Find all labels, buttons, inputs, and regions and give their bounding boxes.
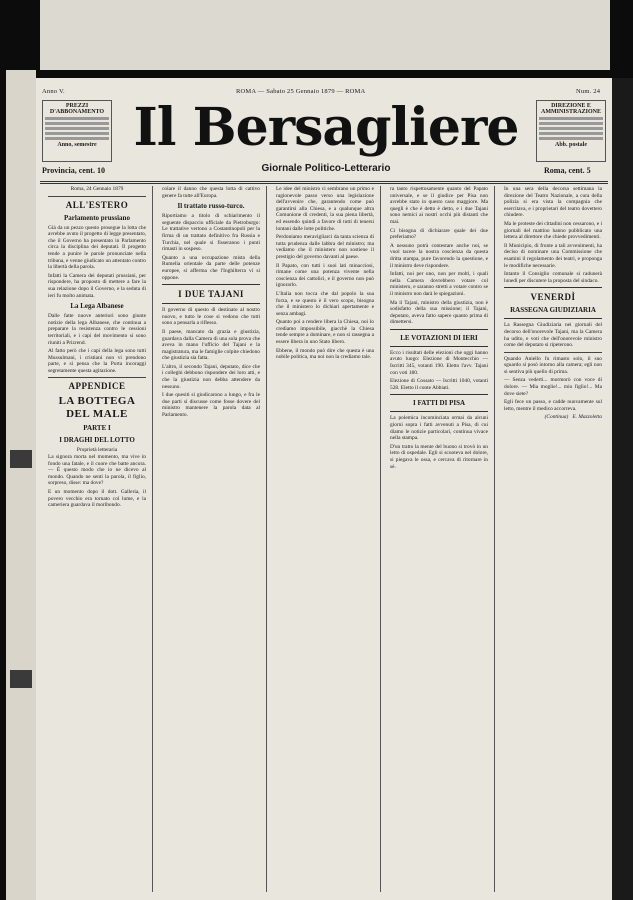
appendice-label: APPENDICE (68, 381, 126, 392)
feuilleton-chapter: I DRAGHI DEL LOTTO (59, 436, 135, 445)
column-separator (266, 186, 267, 892)
paragraph: — Senza vederti... mormorò con voce di dolore. — Mia moglie!... mio figlio!... Ma dove siete? (504, 377, 602, 397)
column-3 (276, 186, 374, 892)
paragraph: Al fatto però che i capi della lega sono tutti Mussulmani, i cristiani non vi prendono parte, e si pensa che la Porta incoraggi segretamente questa agitazione. (48, 348, 146, 374)
feuilleton-part: PARTE I (83, 424, 111, 433)
masthead-subtitle: Giornale Politico-Letterario (261, 163, 391, 174)
continua-note: (Continua) (544, 414, 569, 421)
literary-property: Proprietà letteraria (76, 447, 118, 454)
sub-rassegna: RASSEGNA GIUDIZIARIA (510, 306, 596, 315)
paragraph: La polemica incominciata ormai da alcuni giorni sopra i fatti avvenuti a Pisa, di cui diamo le notizie particolari, continua vivace nella stampa. (390, 415, 488, 442)
section-due-tajani: I DUE TAJANI (178, 289, 244, 300)
paragraph: E un momento dopo il dott. Galleria, il povero vecchio era tornato col lume, e la cameriera guardava il moribondo. (48, 489, 146, 509)
paragraph: Già da un pezzo questo prosegue la lotta che avrebbe avuto il progetto di legge presentato, che il Governo ha presentato in Parlamento circa la disciplina dei deputati. Il progetto tende a punire le parole pronunciate nella tribuna, e venne giudicato un attentato contro la libertà della parola. (48, 224, 146, 271)
masthead-title: Il Bersagliere (133, 97, 519, 158)
header-rule-2 (40, 183, 608, 184)
paragraph: ra tanto rispettosamente quanto del Papato universale, e se il giudice per Pisa non avrebbe stato in questo caso maggiore. Ma quegli è che è detto è detto, e i due Tajani sono nemici ai nostri occhi più distanti che mai. (390, 186, 488, 225)
price-rome: Roma, cent. 5 (544, 166, 591, 175)
direction-box (536, 100, 606, 162)
section-votazioni: LE VOTAZIONI DI IERI (400, 333, 478, 342)
paragraph: Quanto poi a rendere libera la Chiesa, noi lo crediamo impossibile, giacchè la Chiesa tende sempre a dominare, e non si rassegna a essere libera in uno Stato libero. (276, 319, 374, 346)
paragraph: Quanto a una occupazione mista della Rumelia orientale da parte delle potenze europee, si afferma che l'Inghilterra vi si oppone. (162, 254, 260, 281)
subscription-box-foot: Anno, semestre (57, 142, 97, 148)
header-rule (40, 181, 608, 182)
price-province: Provincia, cent. 10 (42, 166, 105, 175)
paragraph: Dalle fatte nuove anteriori sono giunte notizie della lega Albanese, che continua a preparare la resistenza contro le cessioni territoriali, e i capi del movimento si sono riuniti a Prizrend. (48, 313, 146, 346)
column-2 (162, 186, 260, 892)
section-estero: ALL'ESTERO (65, 199, 129, 210)
direction-box-foot: Abb. postale (554, 142, 587, 148)
paragraph: In una sera della decorsa settimana la direzione del Teatro Nazionale, a cura della polizia si era vista la compagnia che esercitava, e i proprietari del teatro dovettero chiudere. (504, 186, 602, 219)
top-margin (40, 0, 610, 70)
sub-trattato: Il trattato russo-turco. (177, 202, 245, 211)
paragraph: Ecco i risultati delle elezioni che oggi hanno avuto luogo: Elezione di Montecchio — Iscritti 345, votanti 190. Eletto l'avv. Tajani con voti 180. (390, 349, 488, 376)
paragraph: L'altro, il secondo Tajani, deputato, dice che i colleghi debbono rispondere dei loro atti, e che la giustizia non debba attendere da nessuno. (162, 363, 260, 390)
sub-parlamento: Parlamento prussiano (64, 213, 130, 222)
author-signature: E. Mazzoletta (572, 414, 602, 421)
paragraph: A nessuno potrà contestare anche noi, se vuol tacere la nostra coscienza da questa dritta stampa, pure favorendo la questione, e il ministro deve rispondere. (390, 242, 488, 269)
paragraph: Perdoniamo meravigliarci da tanta scienza di tutta prudenza dalle labbra del ministro; ma vediamo che il ministero non sostiene il prestigio del governo davanti al paese. (276, 234, 374, 260)
sub-lega-albanese: La Lega Albanese (70, 302, 124, 311)
paragraph: Le idee del ministro ci sembrano un primo e ragionevole passo verso una legislazione dell'avvenire che, garantendo come può garantirsi alla Chiesa, e a qualunque altra Comunione di credenti, la sua piena libertà, ed essendo quindi a favore di tutti di tenersi lontani dalle lotte politiche. (276, 186, 374, 232)
column-4 (390, 186, 488, 892)
paragraph: Il paese, mancato da grazia e giustizia, guardava dalla Camera di una sola prova che aveva in mano l'ufficio del Tajani e la magistratura, ma le famiglie colpite chiedono che giustizia sia fatta. (162, 328, 260, 362)
paragraph: Intanto il Consiglio comunale si radunerà lunedì per discutere la proposta del sindaco. (504, 271, 602, 284)
column-separator (380, 186, 381, 892)
right-edge (612, 78, 633, 900)
direction-box-title: DIREZIONE E AMMINISTRAZIONE (540, 103, 601, 115)
paragraph: Il Papato, con tutti i suoi lati minacciosi, rimane come una potenza vivente nella coscienza dei cattolici, e il governo non può ignorarlo. (276, 262, 374, 289)
paragraph: Infatti la Camera dei deputati prussiani, per rispondere, ha proposto di mettere a fare la sua relazione dopo il Governo, e la seduta di ieri fu molto animata. (48, 272, 146, 299)
paragraph: I due quesiti si giudicarono a lungo, e fra le due parti si discusse come fosse dovere del ministro mantenere la parola data al Parlamento. (162, 392, 260, 419)
newspaper-page (36, 78, 612, 900)
paragraph: Ma le proteste dei cittadini non cessarono, e i giornali del mattino hanno pubblicato una lettera al direttore che chiede provvedimenti. (504, 220, 602, 241)
paragraph: Ebbene, il mondo può dire che questa è una nobile politica, ma noi non la crediamo tale. (276, 347, 374, 361)
issue-number: Num. 24 (576, 88, 601, 95)
section-venerdi: VENERDÌ (530, 292, 576, 303)
column-separator (494, 186, 495, 892)
subscription-box-title: PREZZI D'ABBONAMENTO (49, 103, 105, 115)
column-separator (152, 186, 153, 892)
paragraph: L'Italia non tocca che dal popolo la sua forza, e se questo è il vero scopo, bisogna che il ministero lo dichiari apertamente e senza ambagi. (276, 290, 374, 317)
left-strip (6, 70, 36, 900)
subscription-box (42, 100, 112, 162)
paragraph: La Rassegna Giudiziaria nei giornali del decorso dell'onorevole Tajani, ma la Camera ha udito, e voti che dell'onorevole ministro come del deputato si ripeterono. (504, 322, 602, 349)
paragraph: Ma il Tajani, ministro della giustizia, non è sodisfatto della sua missione; il Tajani, deputato, aveva fatto sapere quanto prima di dimettersi. (390, 299, 488, 326)
paragraph: La signora morta nel momento, ma vive in fondo una fatale, e il cuore che batte ancora. — È questo modo che io ne dicevo al mondo. Quando ne senti la parola, il figlio, sorpreso, disse: ma dove? (48, 454, 146, 487)
paragraph: D'un tratto la mente del buono si trovò in un letto di ospedale. Egli si scuoteva nel dolore, si piegava le ossa, e cercava di ritornare in sè. (390, 443, 488, 470)
paragraph: Quando Aniello fu rimasto solo, il suo sguardo si posò intorno alla camera; egli non si sentiva più quello di prima. (504, 355, 602, 375)
issue-year: Anno V. (42, 88, 65, 95)
paragraph: Elezione di Cossato — Iscritti 1040, votanti 528. Eletto il conte Abbiati. (390, 378, 488, 391)
section-fatti-pisa: I FATTI DI PISA (412, 399, 466, 408)
paragraph: Riportiamo a titolo di schiarimento il seguente dispaccio ufficiale da Pietroburgo: Le trattative vertono a Costantinopoli per la firma di un trattato definitivo fra Russia e Turchia, nel quale si fisseranno i punti rimasti in sospeso. (162, 213, 260, 253)
paragraph: Il governo di questo dì destinato al nostro nuovo, e tutto le cose si vedono che tutti sono a pensarla a riflesso. (162, 307, 260, 327)
paragraph: Ci bisogna di dichiarare quale dei due preferiamo? (390, 227, 488, 241)
paragraph: Il Municipio, di fronte a tali avvenimenti, ha deciso di nominare una Commissione che esamini il regolamento dei teatri, e proponga le modifiche necessarie. (504, 242, 602, 269)
feuilleton-title: LA BOTTEGA DEL MALE (58, 395, 136, 421)
dateline: Roma, 24 Gennaio 1879 (70, 186, 124, 192)
paragraph: Infatti, noi per uno, non per molti, i quali nella Camera dovrebbero votare col ministero, e saranno stretti a votare contro se il ministro non darà le spiegazioni. (390, 271, 488, 297)
paragraph: Egli fece un passo, e cadde nuovamente sul letto, mentre il medico accorreva. (504, 399, 602, 412)
column-1 (48, 186, 146, 892)
column-5 (504, 186, 602, 892)
paragraph: colare il danno che questa lotta di cattivo genere fa tutte all'Europa. (162, 186, 260, 199)
place-date: ROMA — Sabato 25 Gennaio 1879 — ROMA (236, 88, 366, 95)
